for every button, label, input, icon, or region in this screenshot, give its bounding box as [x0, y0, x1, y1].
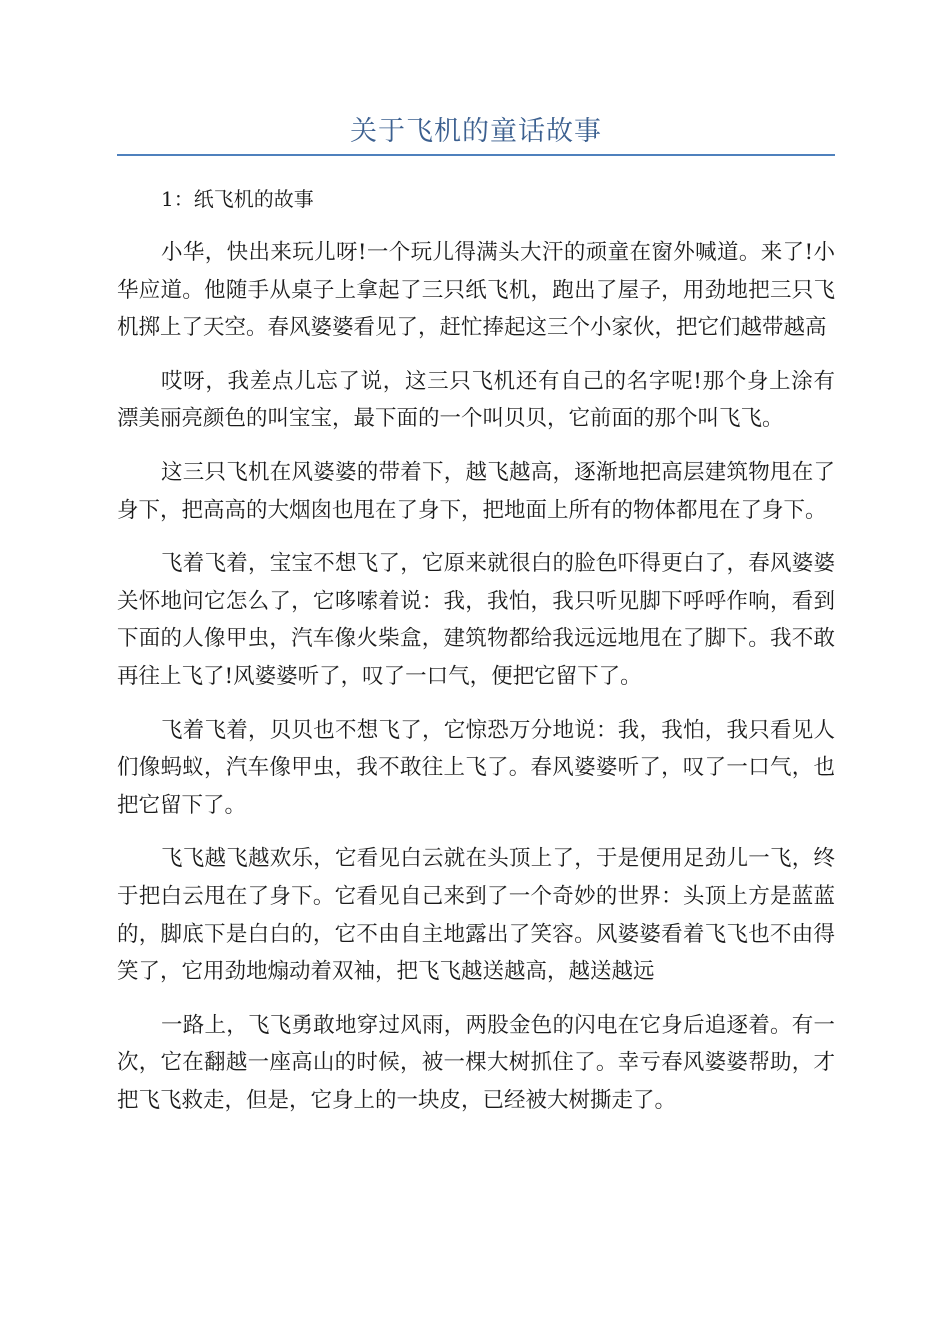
paragraph-7: 一路上，飞飞勇敢地穿过风雨，两股金色的闪电在它身后追逐着。有一次，它在翻越一座高山的时候，被一棵大树抓住了。幸亏春风婆婆帮助，才把飞飞救走，但是，它身上的一块皮，已经被大树撕走了。: [117, 1012, 835, 1113]
document-page: [117, 112, 835, 1119]
paragraph-4: 飞着飞着，宝宝不想飞了，它原来就很白的脸色吓得更白了，春风婆婆关怀地问它怎么了，它哆嗦着说：我，我怕，我只听见脚下呼呼作响，看到下面的人像甲虫，汽车像火柴盒，建筑物都给我远远地甩在了脚下。我不敢再往上飞了!风婆婆听了，叹了一口气，便把它留下了。: [117, 551, 835, 689]
paragraph-1: 小华，快出来玩儿呀!一个玩儿得满头大汗的顽童在窗外喊道。来了!小华应道。他随手从桌子上拿起了三只纸飞机，跑出了屋子，用劲地把三只飞机掷上了天空。春风婆婆看见了，赶忙捧起这三个小家伙，把它们越带越高: [117, 240, 835, 341]
paragraph-5: 飞着飞着，贝贝也不想飞了，它惊恐万分地说：我，我怕，我只看见人们像蚂蚁，汽车像甲虫，我不敢往上飞了。春风婆婆听了，叹了一口气，也把它留下了。: [117, 717, 835, 818]
paragraph-3: 这三只飞机在风婆婆的带着下，越飞越高，逐渐地把高层建筑物甩在了身下，把高高的大烟囱也甩在了身下，把地面上所有的物体都甩在了身下。: [117, 459, 835, 523]
paragraph-6: 飞飞越飞越欢乐，它看见白云就在头顶上了，于是便用足劲儿一飞，终于把白云甩在了身下。它看见自己来到了一个奇妙的世界：头顶上方是蓝蓝的，脚底下是白白的，它不由自主地露出了笑容。风婆婆看着飞飞也不由得笑了，它用劲地煽动着双袖，把飞飞越送越高，越送越远: [117, 846, 835, 985]
paragraph-2: 哎呀，我差点儿忘了说，这三只飞机还有自己的名字呢!那个身上涂有漂美丽亮颜色的叫宝宝，最下面的一个叫贝贝，它前面的那个叫飞飞。: [117, 368, 835, 432]
document-title: 关于飞机的童话故事: [117, 112, 835, 156]
section-heading: 1：纸飞机的故事: [161, 187, 314, 211]
